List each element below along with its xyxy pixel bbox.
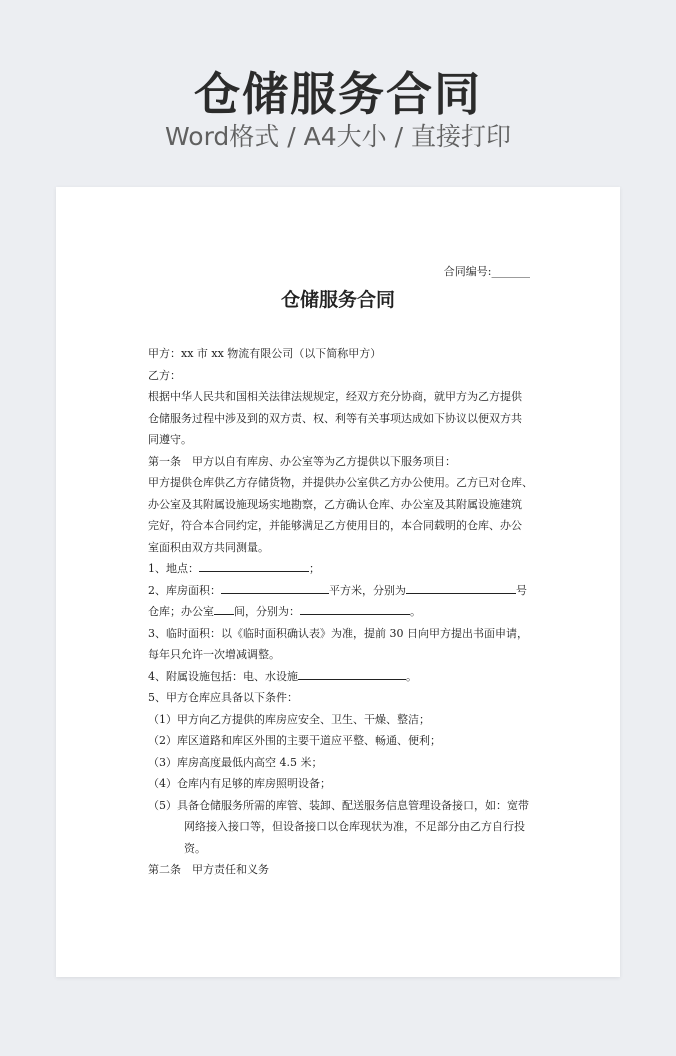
office-unit: 间，分别为： xyxy=(234,605,300,618)
area-blank[interactable] xyxy=(221,581,329,594)
area-line xyxy=(148,580,536,602)
facilities-end: 。 xyxy=(406,669,417,683)
condition-item xyxy=(148,709,536,731)
area-unit: 平方米，分别为 xyxy=(329,583,406,597)
condition-item xyxy=(148,773,536,795)
address-blank[interactable] xyxy=(199,559,309,572)
condition-text: 库房高度最低内高空 4.5 米； xyxy=(177,755,323,769)
article-one-line: 甲方提供仓库供乙方存储货物，并提供办公室供乙方办公使用。乙方已对仓库、 xyxy=(148,476,533,489)
preamble-line: 仓储服务过程中涉及到的双方责、权、利等有关事项达成如下协议以便双方共 xyxy=(148,411,522,425)
address-label: 1、地点： xyxy=(148,562,199,575)
temp-area-line: 3、临时面积：以《临时面积确认表》为准，提前 30 日向甲方提出书面申请， xyxy=(148,626,528,640)
address-end: ； xyxy=(309,562,320,575)
office-end: 。 xyxy=(410,605,421,618)
article-one-line: 室面积由双方共同测量。 xyxy=(148,540,269,554)
condition-item xyxy=(148,730,536,752)
banner-subtitle: Word格式 / A4大小 / 直接打印 xyxy=(165,122,511,151)
document-title: 仓储服务合同 xyxy=(280,289,395,311)
condition-text: 库区道路和库区外围的主要干道应平整、畅通、便利； xyxy=(177,734,441,747)
area-end: 号 xyxy=(516,583,527,597)
banner-title: 仓储服务合同 xyxy=(194,67,482,121)
document-body xyxy=(148,343,536,881)
condition-number: （5） xyxy=(148,798,177,812)
condition-item xyxy=(148,752,536,774)
article-two-heading: 第二条 甲方责任和义务 xyxy=(148,863,269,876)
condition-text: 甲方向乙方提供的库房应安全、卫生、干燥、整洁； xyxy=(177,712,430,726)
condition-number: （3） xyxy=(148,755,177,769)
office-line xyxy=(148,601,536,623)
condition-number: （4） xyxy=(148,777,177,790)
office-label: 仓库；办公室 xyxy=(148,605,214,618)
condition-number: （2） xyxy=(148,734,177,747)
contract-number: 合同编号:_______ xyxy=(443,265,530,278)
condition-item xyxy=(148,795,536,860)
facilities-line xyxy=(148,666,536,688)
article-one-heading: 第一条 甲方以自有库房、办公室等为乙方提供以下服务项目： xyxy=(148,454,456,468)
facilities-blank[interactable] xyxy=(298,667,406,680)
area-numbers-blank[interactable] xyxy=(406,581,516,594)
temp-area-line: 每年只允许一次增减调整。 xyxy=(148,648,280,661)
facilities-label: 4、附属设施包括：电、水设施 xyxy=(148,669,298,683)
article-one-line: 完好，符合本合同约定，并能够满足乙方使用目的，本合同载明的仓库、办公 xyxy=(148,519,522,532)
party-a-line: 甲方：xx 市 xx 物流有限公司（以下简称甲方） xyxy=(148,347,382,360)
condition-text: 具备仓储服务所需的库管、装卸、配送服务信息管理设备接口，如：宽带网络接入接口等，但设备接口以仓库现状为准，不足部分由乙方自行投资。 xyxy=(177,798,529,855)
office-count-blank[interactable] xyxy=(214,602,234,615)
conditions-heading: 5、甲方仓库应具备以下条件： xyxy=(148,691,298,704)
area-label: 2、库房面积： xyxy=(148,583,221,597)
condition-text: 仓库内有足够的库房照明设备； xyxy=(177,777,331,790)
preamble-line: 同遵守。 xyxy=(148,433,192,446)
condition-number: （1） xyxy=(148,712,177,726)
article-one-line: 办公室及其附属设施现场实地勘察，乙方确认仓库、办公室及其附属设施建筑 xyxy=(148,497,522,511)
address-line xyxy=(148,558,536,580)
document-page xyxy=(56,187,620,977)
party-b-line: 乙方： xyxy=(148,368,181,382)
preamble-line: 根据中华人民共和国相关法律法规规定，经双方充分协商，就甲方为乙方提供 xyxy=(148,390,522,403)
office-numbers-blank[interactable] xyxy=(300,602,410,615)
